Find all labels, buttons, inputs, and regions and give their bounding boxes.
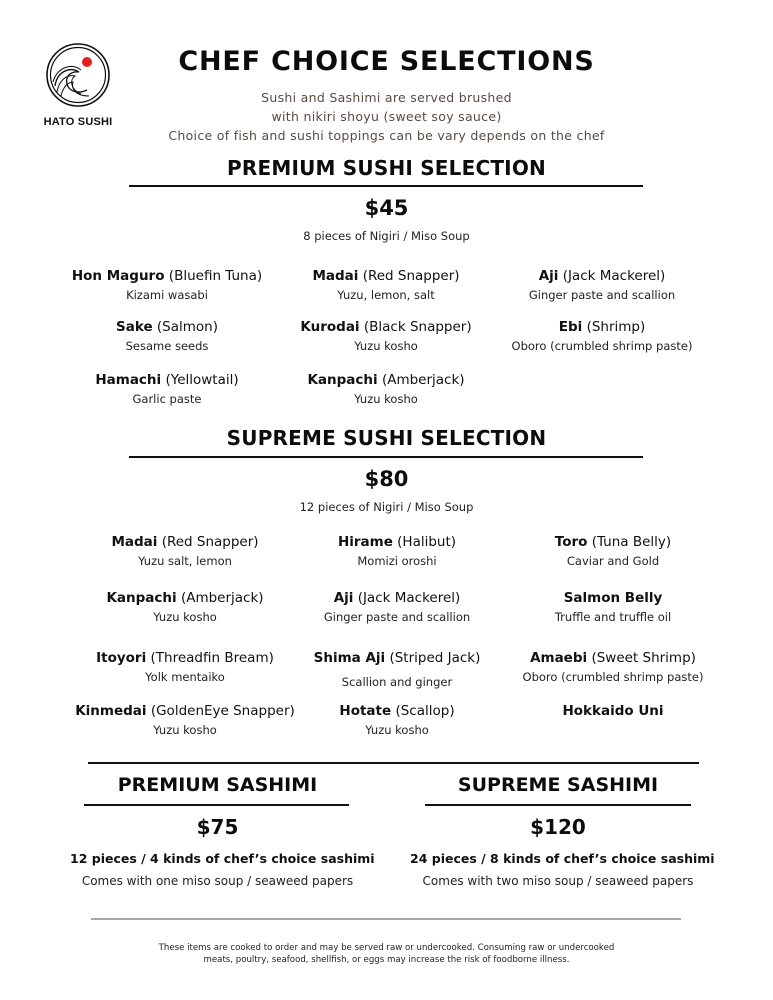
menu-item: Aji (Jack Mackerel) Ginger paste and scallion <box>528 268 676 302</box>
page-title: CHEF CHOICE SELECTIONS <box>178 46 595 77</box>
menu-item: Salmon Belly Truffle and truffle oil <box>554 590 672 624</box>
premium-sushi-heading: PREMIUM SUSHI SELECTION <box>227 156 546 180</box>
brand-name: HATO SUSHI <box>43 116 113 128</box>
menu-item: Itoyori (Threadfin Bream) Yolk mentaiko <box>96 650 274 684</box>
disclaimer-line: These items are cooked to order and may be served raw or undercooked. Consuming raw or undercooked <box>158 943 615 953</box>
premium-sashimi-details <box>70 815 375 888</box>
divider <box>425 804 691 806</box>
menu-item: Hamachi (Yellowtail) Garlic paste <box>95 372 239 406</box>
divider <box>88 762 699 764</box>
menu-item: Hotate (Scallop) Yuzu kosho <box>339 703 455 737</box>
subtitle-line: with nikiri shoyu (sweet soy sauce) <box>271 109 502 124</box>
supreme-sashimi-block <box>410 774 706 796</box>
supreme-sashimi-price: $120 <box>530 815 586 839</box>
supreme-sashimi-pieces: 24 pieces / 8 kinds of chef’s choice sashimi <box>410 851 715 866</box>
menu-item: Kanpachi (Amberjack) Yuzu kosho <box>307 372 465 406</box>
premium-sashimi-block <box>70 774 365 796</box>
menu-item: Toro (Tuna Belly) Caviar and Gold <box>554 534 672 568</box>
food-safety-disclaimer <box>0 942 773 966</box>
menu-item: Hirame (Halibut) Momizi oroshi <box>337 534 457 568</box>
supreme-sashimi-heading: SUPREME SASHIMI <box>457 774 659 796</box>
divider <box>84 804 349 806</box>
menu-item: Sake (Salmon) Sesame seeds <box>116 319 218 353</box>
menu-item: Amaebi (Sweet Shrimp) Oboro (crumbled shrimp paste) <box>522 650 704 684</box>
premium-sushi-description: 8 pieces of Nigiri / Miso Soup <box>303 229 470 243</box>
supreme-sushi-price: $80 <box>364 467 409 491</box>
subtitle-line: Choice of fish and sushi toppings can be vary depends on the chef <box>168 128 605 143</box>
subtitle-line: Sushi and Sashimi are served brushed <box>261 90 512 105</box>
divider <box>129 185 643 187</box>
menu-item: Hon Maguro (Bluefin Tuna) Kizami wasabi <box>71 268 263 302</box>
disclaimer-line: meats, poultry, seafood, shellfish, or eggs may increase the risk of foodborne illness. <box>203 955 570 965</box>
supreme-sushi-heading: SUPREME SUSHI SELECTION <box>226 426 547 450</box>
premium-sashimi-includes: Comes with one miso soup / seaweed papers <box>81 874 354 888</box>
divider <box>129 456 643 458</box>
premium-sashimi-price: $75 <box>196 815 239 839</box>
menu-item: Kurodai (Black Snapper) Yuzu kosho <box>300 319 472 353</box>
supreme-sushi-description: 12 pieces of Nigiri / Miso Soup <box>299 500 474 514</box>
premium-sushi-price: $45 <box>364 196 409 220</box>
menu-item: Kinmedai (GoldenEye Snapper) Yuzu kosho <box>75 703 295 737</box>
premium-sashimi-heading: PREMIUM SASHIMI <box>117 774 318 796</box>
menu-item: Madai (Red Snapper) Yuzu, lemon, salt <box>312 268 460 302</box>
menu-item: Kanpachi (Amberjack) Yuzu kosho <box>106 590 264 624</box>
menu-item: Aji (Jack Mackerel) Ginger paste and scallion <box>323 590 471 624</box>
supreme-sashimi-includes: Comes with two miso soup / seaweed papers <box>422 874 694 888</box>
menu-item: Ebi (Shrimp) Oboro (crumbled shrimp paste) <box>511 319 693 353</box>
divider <box>91 918 681 920</box>
page-subtitle <box>0 88 773 145</box>
menu-item: Shima Aji (Striped Jack) Scallion and ginger <box>313 650 481 689</box>
premium-sashimi-pieces: 12 pieces / 4 kinds of chef’s choice sashimi <box>70 851 375 866</box>
supreme-sashimi-details <box>410 815 715 888</box>
menu-item: Hokkaido Uni <box>562 703 664 719</box>
menu-item: Madai (Red Snapper) Yuzu salt, lemon <box>111 534 259 568</box>
